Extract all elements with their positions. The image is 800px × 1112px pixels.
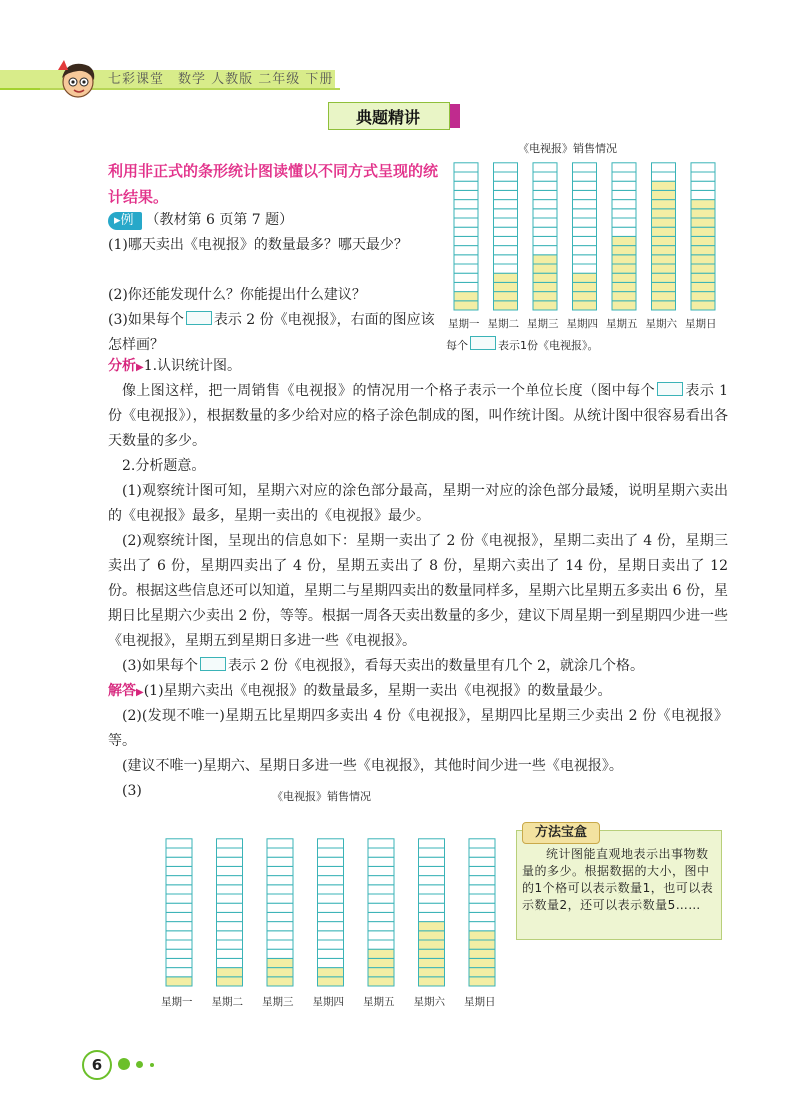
chart-2-title: 《电视报》销售情况 xyxy=(272,790,371,803)
example-source-line xyxy=(108,208,448,233)
chart-day-label: 星期一 xyxy=(161,996,193,1008)
bar-6 xyxy=(419,839,445,986)
chart-day-label: 星期三 xyxy=(262,996,294,1008)
chart-day-label: 星期五 xyxy=(606,318,638,330)
bar-5 xyxy=(612,163,636,310)
bar-7 xyxy=(691,163,715,310)
bar-1 xyxy=(454,163,478,310)
bar-7 xyxy=(469,839,495,986)
cell-box-icon xyxy=(657,382,683,396)
page-dot-medium xyxy=(136,1061,143,1068)
page-dot-small xyxy=(150,1063,154,1067)
chart-day-label: 星期六 xyxy=(645,318,677,330)
section-banner xyxy=(328,102,460,130)
analysis-p6-part-b: 表示 2 份《电视报》，看每天卖出的数量里有几个 2，就涂几个格。 xyxy=(227,658,645,674)
chart-day-label: 星期日 xyxy=(464,996,496,1008)
bar-4 xyxy=(573,163,597,310)
cell-box-icon xyxy=(186,311,212,325)
section-tab xyxy=(450,104,460,128)
bar-1 xyxy=(166,839,192,986)
answer-a1: (1)星期六卖出《电视报》的数量最多，星期一卖出《电视报》的数量最少。 xyxy=(143,683,612,699)
analysis-p6-part-a: (3)如果每个 xyxy=(122,658,198,674)
page-number: 6 xyxy=(82,1050,112,1080)
bar-2 xyxy=(217,839,243,986)
chart-1-title: 《电视报》销售情况 xyxy=(518,142,617,155)
chart-day-label: 星期二 xyxy=(487,318,519,330)
chart-day-label: 星期四 xyxy=(312,996,344,1008)
answer-label: 解答 xyxy=(108,683,136,699)
method-box xyxy=(516,822,722,940)
question-1: (1)哪天卖出《电视报》的数量最多？哪天最少？ xyxy=(108,237,408,253)
analysis-label: 分析 xyxy=(108,358,136,374)
question-2: (2)你还能发现什么？你能提出什么建议？ xyxy=(108,287,366,303)
cell-box-icon xyxy=(470,336,496,350)
answer-a4: (3) xyxy=(122,783,142,799)
chart-day-label: 星期五 xyxy=(363,996,395,1008)
question-3-part-b: 表示 2 份《电视报》，右面的图应该怎样画？ xyxy=(108,312,435,353)
triangle-icon: ▶ xyxy=(136,687,144,698)
cell-box-icon xyxy=(200,657,226,671)
bar-3 xyxy=(533,163,557,310)
question-3-part-a: (3)如果每个 xyxy=(108,312,184,328)
analysis-p2 xyxy=(108,379,728,454)
analysis-p2-part-a: 像上图这样，把一周销售《电视报》的情况用一个格子表示一个单位长度（图中每个 xyxy=(122,383,656,399)
method-box-body: 统计图能直观地表示出事物数量的多少。根据数据的大小，图中的1个格可以表示数量1，也可以表示数量2，还可以表示数量5…… xyxy=(522,847,714,912)
analysis-p6 xyxy=(108,654,728,679)
method-box-title: 方法宝盒 xyxy=(522,822,600,844)
chart-1-footnote xyxy=(446,336,599,353)
bar-2 xyxy=(494,163,518,310)
chart-day-label: 星期四 xyxy=(566,318,598,330)
bar-6 xyxy=(652,163,676,310)
page-header xyxy=(0,58,800,98)
chart-day-label: 星期日 xyxy=(685,318,717,330)
chart-day-label: 星期六 xyxy=(413,996,445,1008)
example-tag: ▸例 xyxy=(108,212,142,230)
analysis-p4: (1)观察统计图可知，星期六对应的涂色部分最高，星期一对应的涂色部分最矮，说明星期六卖出的《电视报》最多，星期一卖出的《电视报》最少。 xyxy=(108,483,728,524)
bar-3 xyxy=(267,839,293,986)
answer-heading xyxy=(108,679,728,705)
book-title: 七彩课堂 数学 人教版 二年级 下册 xyxy=(108,72,334,87)
chart-day-label: 星期一 xyxy=(448,318,480,330)
section-title: 典题精讲 xyxy=(355,108,420,127)
chart-day-label: 星期三 xyxy=(527,318,559,330)
bar-5 xyxy=(368,839,394,986)
chart-1-footnote-a: 每个 xyxy=(446,339,468,352)
triangle-icon: ▶ xyxy=(136,362,144,373)
answer-a2: (2)(发现不唯一)星期五比星期四多卖出 4 份《电视报》，星期四比星期三少卖出 2 份《电视报》等。 xyxy=(108,708,728,749)
analysis-p1: 1.认识统计图。 xyxy=(143,358,242,374)
chart-1-footnote-b: 表示1份《电视报》。 xyxy=(498,339,599,352)
lead-objective: 利用非正式的条形统计图读懂以不同方式呈现的统计结果。 xyxy=(108,162,439,206)
analysis-p2-part-b: 表示 1 份《电视报》），根据数量的多少给对应的格子涂色制成的图，叫作统计图。从统计图中很容易看出各天数量的多少。 xyxy=(108,383,728,449)
analysis-p3: 2.分析题意。 xyxy=(122,458,206,474)
chart-1 xyxy=(448,158,728,314)
chart-day-label: 星期二 xyxy=(211,996,243,1008)
analysis-p5: (2)观察统计图，呈现出的信息如下：星期一卖出了 2 份《电视报》，星期二卖出了 4 份，星期三卖出了 6 份，星期四卖出了 4 份，星期五卖出了 8 份，星期六卖出了 14 份，星期日卖出了 12 份。根据这些信息还可以知道，星期二与星期四卖出的数量同样多，星期六比星期五多卖出 6 份，星期日比星期六少卖出 2 份，等等。根据一周各天卖出数量的多少，建议下周星期一到星期四少进一些《电视报》，星期五到星期日多进一些《电视报》。 xyxy=(108,533,728,649)
answer-a3: (建议不唯一)星期六、星期日多进一些《电视报》，其他时间少进一些《电视报》。 xyxy=(122,758,623,774)
mascot-icon xyxy=(52,58,102,102)
page-dot-large xyxy=(118,1058,130,1070)
question-3 xyxy=(108,308,443,358)
analysis-heading xyxy=(108,354,728,380)
bar-4 xyxy=(318,839,344,986)
chart-2 xyxy=(150,834,510,990)
example-source: （教材第 6 页第 7 题） xyxy=(145,212,294,228)
